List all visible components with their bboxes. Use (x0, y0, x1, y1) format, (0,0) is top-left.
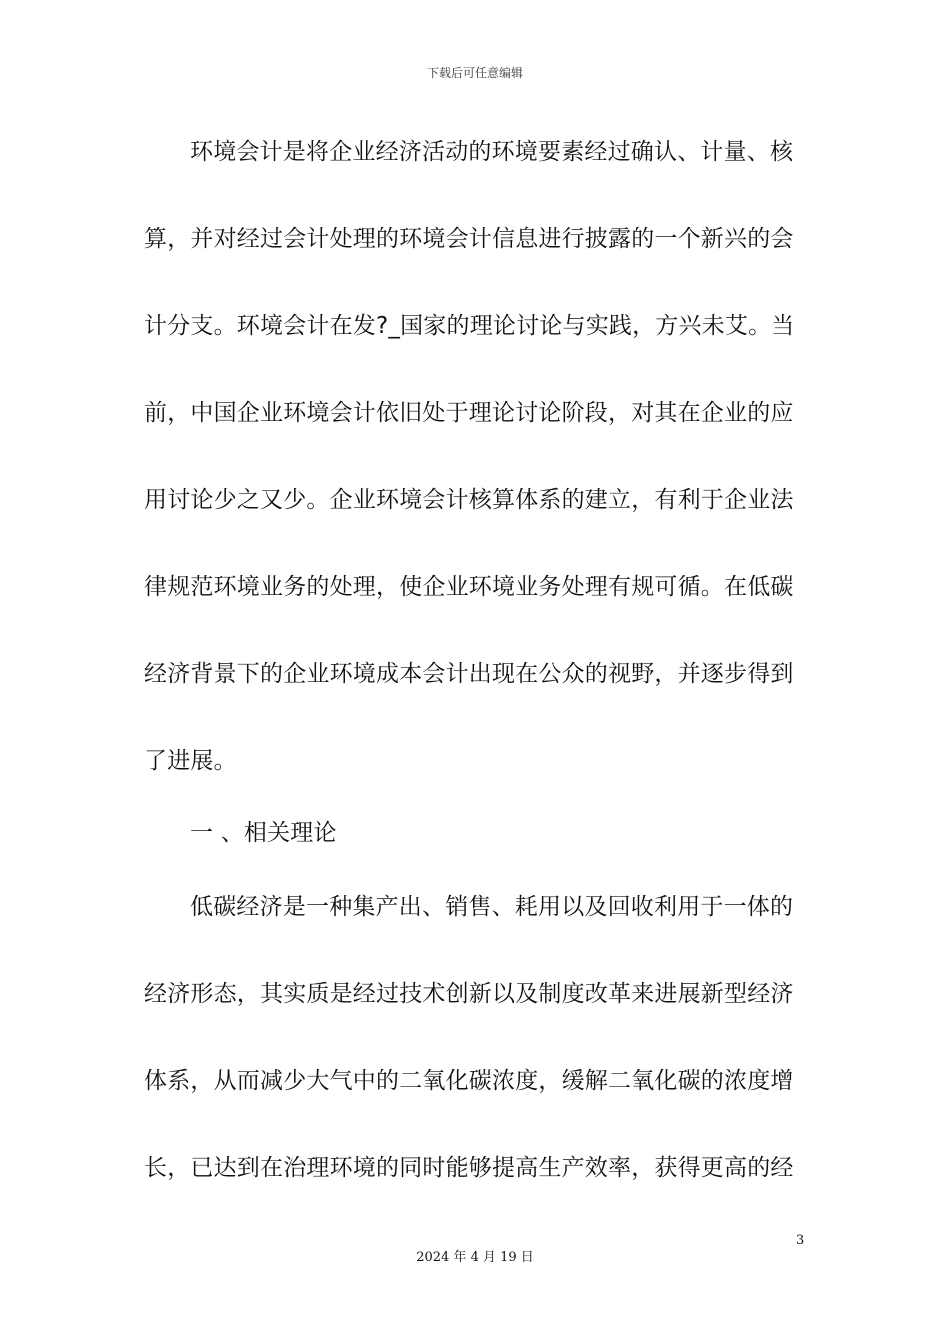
paragraph-line: 了进展。 (144, 748, 237, 774)
paragraph-line: 经济背景下的企业环境成本会计出现在公众的视野，并逐步得到 (144, 661, 794, 687)
page-number: 3 (796, 1233, 805, 1248)
paragraph-line: 低碳经济是一种集产出、销售、耗用以及回收利用于一体的 (190, 894, 794, 920)
paragraph-line: 体系，从而减少大气中的二氧化碳浓度，缓解二氧化碳的浓度增 (144, 1068, 794, 1094)
paragraph-line: 用讨论少之又少。企业环境会计核算体系的建立，有利于企业法 (144, 487, 794, 513)
paragraph-line: 经济形态，其实质是经过技术创新以及制度改革来进展新型经济 (144, 981, 794, 1007)
paragraph-line: 环境会计是将企业经济活动的环境要素经过确认、计量、核 (190, 139, 794, 165)
section-heading: 一 、相关理论 (190, 820, 337, 846)
page-header: 下载后可任意编辑 (426, 66, 523, 80)
paragraph-line: 计分支。环境会计在发?_国家的理论讨论与实践，方兴未艾。当 (144, 313, 795, 339)
paragraph-line: 前，中国企业环境会计依旧处于理论讨论阶段，对其在企业的应 (144, 400, 794, 426)
paragraph-line: 长，已达到在治理环境的同时能够提高生产效率，获得更高的经 (144, 1155, 794, 1181)
footer-date: 2024 年 4 月 19 日 (416, 1250, 534, 1265)
paragraph-line: 律规范环境业务的处理，使企业环境业务处理有规可循。在低碳 (144, 574, 794, 600)
paragraph-line: 算，并对经过会计处理的环境会计信息进行披露的一个新兴的会 (144, 226, 794, 252)
